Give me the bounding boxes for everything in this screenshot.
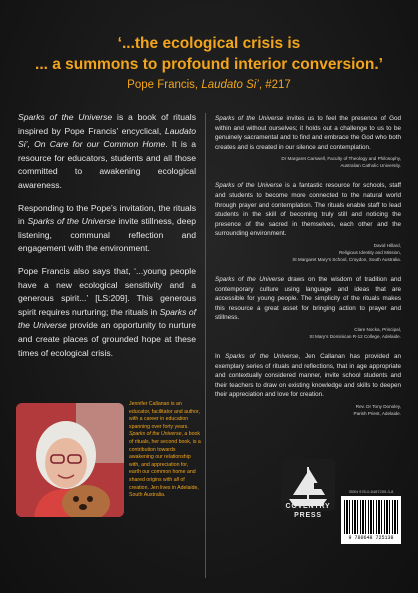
italic-text-run: all [173, 476, 179, 483]
review-text [215, 114, 401, 152]
text-run: invites us to feel the presence of God within and without ourselves; it holds out a challenge to us to be genuinely sacramental and to find and embrace the God who both creates and is created in our silence and contemplation. [215, 115, 402, 151]
italic-text-run: Sparks of the Universe [18, 112, 113, 122]
quote-line-1: ‘...the ecological crisis is [117, 35, 301, 52]
isbn-label: ISBN 978-0-6487255-3-8 [348, 489, 394, 494]
text-run: is a fantastic resource for schools, staff and students to become more connected to the natural world through prayer and contemplation. The rituals enable staff to lead students in the skill of becoming truly still and noticing the presence of the sacred in themselves, each other and the surrounding environment. [215, 182, 401, 238]
italic-text-run: Sparks of the Universe [215, 275, 285, 283]
author-bio [129, 401, 201, 500]
citation-line: David Hillard, [373, 242, 401, 248]
text-run: , Jen Callanan has provided an exemplary series of rituals and reflections, that in age appropriate and contextually considered manner, invite school students and their teachers to draw on existing knowledge and skills to deepen their appreciation and love for creation. [215, 352, 401, 399]
italic-text-run: Sparks of the Universe [129, 431, 182, 438]
reviews-column [215, 114, 401, 429]
citation-line: St Margaret Mary’s School, Croydon, South Australia. [292, 256, 401, 262]
text-run: Pope Francis also says that, ‘...young people have a new ecological sensitivity and a generous spirit...’ [LS:209]. This generous spirit requires nurturing; the rituals in [18, 265, 196, 317]
text-run: draws on the wisdom of tradition and contemporary culture using language and ideas that are accessible for young people. The simplicity of the rituals makes this resource a great asset for bringing action to prayer and stillness. [215, 275, 401, 322]
attribution-work: Laudato Si’ [201, 79, 259, 91]
barcode [341, 496, 401, 544]
italic-text-run: Sparks of the Universe [215, 115, 284, 122]
citation-line: Dr Margaret Carswell, Faculty of Theology and Philosophy, [281, 156, 401, 162]
citation-line: Religious Identity and Mission, [338, 249, 401, 255]
publisher-line-2: PRESS [294, 511, 322, 519]
text-run: is a book of rituals inspired by Pope Francis’ encyclical, [18, 112, 196, 136]
review-text [215, 181, 401, 239]
description-paragraph-3 [18, 265, 196, 360]
quote-line-2: ... a summons to profound interior conversion.’ [35, 56, 383, 73]
review-citation [215, 326, 401, 340]
description-paragraph-2 [18, 202, 196, 256]
review-text [215, 352, 401, 400]
description-paragraph-1 [18, 111, 196, 193]
text-run: . It is a resource for educators, students and all those committed to awakening ecological awareness. [18, 139, 197, 190]
text-run: invite stillness, deep listening, communal reflection and engagement with the environment. [18, 216, 197, 254]
citation-line: Parish Priest, Adelaide. [353, 410, 401, 416]
publisher-name [268, 503, 348, 520]
italic-text-run: Sparks of the Universe [215, 182, 283, 190]
attribution-number: , #217 [258, 79, 291, 91]
review-3 [215, 275, 401, 340]
text-run: In [215, 352, 226, 360]
barcode-bars [344, 500, 398, 534]
review-text [215, 275, 401, 323]
citation-line: St Mary’s Dominican R-12 College, Adelaide. [309, 333, 401, 339]
citation-line: Rev. Dr Tony Donoley, [355, 403, 401, 409]
italic-text-run: Sparks of the Universe [27, 216, 116, 227]
attribution-author: Pope Francis, [127, 79, 199, 91]
barcode-digits: 9 780648 725138 [348, 535, 394, 541]
citation-line: Australian Catholic University. [340, 163, 401, 169]
review-citation [215, 155, 401, 169]
citation-line: Clare Nocka, Principal, [354, 326, 401, 332]
publisher-line-1: COVENTRY [285, 503, 331, 510]
quote-attribution [0, 79, 418, 91]
text-run: Responding to the Pope’s invitation, the rituals in [18, 202, 196, 227]
column-divider [205, 113, 206, 578]
review-citation [215, 242, 401, 263]
text-run: Jennifer Callanan is an educator, facilitator and author, with a career in education spanning over forty years. [129, 401, 200, 430]
italic-text-run: Sparks of the Universe [225, 352, 299, 360]
review-1 [215, 114, 401, 169]
text-run: provide an opportunity to nurture and create places of grounded hope at these times of ecological crisis. [18, 320, 196, 358]
italic-text-run: Laudato Si’, On Care for our Common Home [18, 125, 196, 150]
italic-text-run: Sparks of the Universe [18, 306, 196, 331]
review-2 [215, 181, 401, 263]
review-4 [215, 352, 401, 417]
text-run: of creation. Jen lives in Adelaide, South Australia. [129, 476, 199, 499]
description-column [18, 111, 196, 369]
author-photo [16, 403, 124, 517]
author-photo-illustration [16, 403, 124, 517]
review-citation [215, 403, 401, 417]
text-run: , a book of rituals, her second book, is a contribution towards awakening our relationship with, and appreciation for, earth our common home and shared origins with [129, 431, 201, 483]
